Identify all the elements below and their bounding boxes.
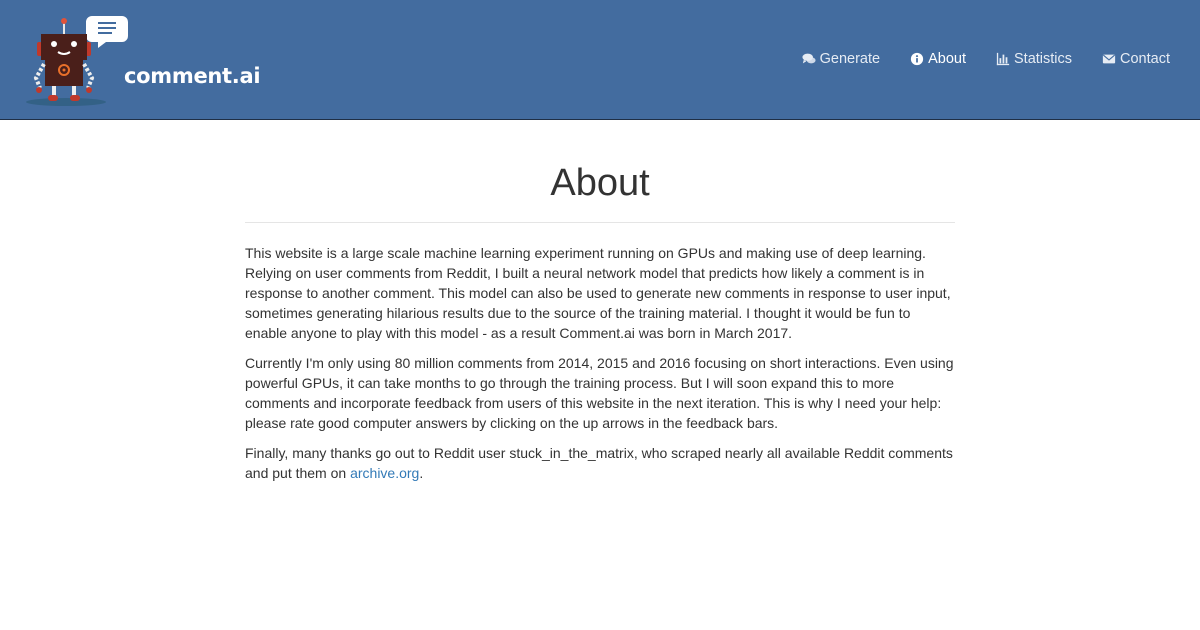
about-paragraph: This website is a large scale machine learning experiment running on GPUs and making use of deep learning. Relying on user comments from Reddit, I built a neural network model that predicts how likely a comment is in response to another comment. This model can also be used to generate new comments in response to user input, sometimes generating hilarious results due to the source of the training material. I thought it would be fun to enable anyone to play with this model - as a result Comment.ai was born in March 2017. (245, 245, 951, 341)
nav-item-statistics[interactable] (996, 51, 1072, 67)
main-nav (772, 51, 1170, 67)
nav-item-generate[interactable] (802, 51, 880, 67)
thanks-text: Finally, many thanks go out to Reddit user stuck_in_the_matrix, who scraped nearly all available Reddit comments and put them on (245, 445, 953, 481)
envelope-icon (1102, 52, 1116, 66)
nav-label-contact: Contact (1120, 51, 1170, 67)
comments-icon (802, 52, 816, 66)
about-paragraph: Currently I'm only using 80 million comments from 2014, 2015 and 2016 focusing on short interactions. Even using powerful GPUs, it can take months to go through the training process. But I will soon expand this to more comments and incorporate feedback from users of this website in the next iteration. This is why I need your help: please rate good computer answers by clicking on the up arrows in the feedback bars. (245, 355, 954, 431)
navbar (0, 0, 1200, 120)
nav-item-about[interactable] (910, 51, 966, 67)
bar-chart-icon (996, 52, 1010, 66)
nav-item-contact[interactable] (1102, 51, 1170, 67)
main-content (245, 120, 955, 493)
nav-label-statistics: Statistics (1014, 51, 1073, 67)
thanks-paragraph (245, 443, 955, 483)
thanks-suffix: . (419, 465, 424, 481)
nav-label-generate: Generate (819, 51, 881, 67)
robot-icon[interactable] (22, 12, 132, 108)
nav-label-about: About (928, 51, 966, 67)
info-circle-icon (910, 52, 924, 66)
archive-org-link[interactable]: archive.org (350, 465, 420, 481)
brand-name[interactable]: comment.ai (124, 64, 261, 88)
page-title: About (550, 162, 650, 204)
title-divider (245, 222, 955, 223)
